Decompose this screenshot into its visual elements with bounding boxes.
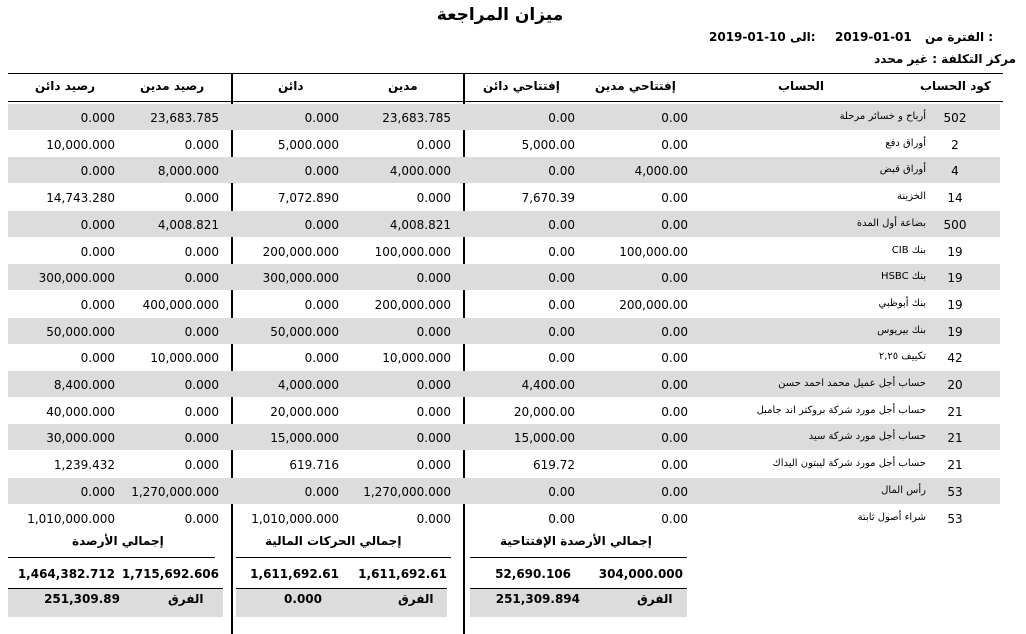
cell-code: 19 [947,244,963,259]
cell-open-debit: 0.00 [661,271,688,286]
cell-code: 14 [947,191,963,206]
cell-bal-credit: 0.000 [80,111,115,125]
cell-bal-debit: 23,683.785 [150,111,219,125]
cell-bal-debit: 0.000 [184,191,219,206]
movements-diff-value: 0.000 [284,592,322,606]
header-bottom-rule [8,101,1003,102]
movements-diff-label: الفرق [398,592,434,606]
cell-open-debit: 200,000.00 [619,297,688,312]
cell-open-debit: 0.00 [661,431,688,446]
cell-bal-credit: 0.000 [80,351,115,366]
cell-debit: 200,000.000 [374,297,451,312]
cell-bal-debit: 0.000 [184,324,219,339]
cell-credit: 0.000 [304,164,339,179]
cell-bal-debit: 4,008.821 [157,217,219,232]
cell-account: الخزينة [897,191,926,203]
period-to-label: الى: [790,30,816,44]
cell-code: 53 [947,511,963,526]
cell-credit: 50,000.000 [270,324,339,339]
cell-code: 4 [951,164,959,179]
cell-credit: 0.000 [304,297,339,312]
cell-debit: 0.000 [416,431,451,446]
cell-credit: 5,000.000 [277,137,339,152]
cell-bal-credit: 0.000 [80,297,115,312]
cell-open-debit: 4,000.00 [634,164,688,179]
cell-bal-credit: 0.000 [80,217,115,232]
cell-debit: 23,683.785 [382,111,451,125]
cell-account: تكييف ٢,٢٥ [878,351,926,363]
cell-bal-credit: 40,000.000 [46,404,115,419]
cell-account: HSBC بنك [881,271,926,283]
cell-bal-debit: 10,000.000 [150,351,219,366]
cell-open-credit: 7,670.39 [521,191,575,206]
row-shading [8,157,1000,183]
col-balance-debit: رصيد مدين [140,79,205,93]
cell-open-debit: 0.00 [661,484,688,499]
cell-bal-credit: 50,000.000 [46,324,115,339]
cell-debit: 0.000 [416,191,451,206]
cell-bal-credit: 300,000.000 [38,271,115,286]
cell-account: حساب أجل مورد شركة بروكتر اند جامبل [756,404,926,416]
opening-total-label: إجمالي الأرصدة الإفتتاحية [500,534,652,548]
cell-bal-debit: 0.000 [184,431,219,446]
cell-bal-credit: 14,743.280 [46,191,115,206]
period-label: الفترة من : [925,30,994,44]
cell-credit: 0.000 [304,217,339,232]
cell-code: 53 [947,484,963,499]
cell-open-debit: 0.00 [661,378,688,392]
cell-open-credit: 0.00 [548,217,575,232]
table-top-rule [8,73,1003,74]
movements-total-label: إجمالي الحركات المالية [265,534,402,548]
opening-total-rule [470,557,687,558]
cell-bal-debit: 8,000.000 [157,164,219,179]
cell-credit: 0.000 [304,111,339,125]
cell-account: أوراق دفع [885,137,926,149]
cell-open-credit: 0.00 [548,484,575,499]
cell-account: CIB بنك [891,244,926,256]
cell-code: 19 [947,324,963,339]
cell-open-credit: 619.72 [533,458,575,473]
col-balance-credit: رصيد دائن [35,79,96,93]
cell-bal-credit: 0.000 [80,484,115,499]
cell-bal-credit: 1,239.432 [53,458,115,473]
cell-open-debit: 0.00 [661,217,688,232]
cell-code: 19 [947,297,963,312]
cell-open-credit: 0.00 [548,351,575,366]
cell-code: 21 [947,458,963,473]
movements-total-credit: 1,611,692.61 [250,567,339,581]
cell-debit: 1,270,000.000 [363,484,451,499]
balances-total-debit: 1,715,692.606 [121,567,219,581]
cell-credit: 20,000.000 [270,404,339,419]
cell-bal-debit: 0.000 [184,511,219,526]
cell-open-credit: 15,000.00 [513,431,575,446]
row-shading [8,318,1000,344]
cell-open-credit: 0.00 [548,297,575,312]
col-code: كود الحساب [920,79,991,93]
cell-open-debit: 0.00 [661,404,688,419]
col-credit: دائن [278,79,304,93]
cell-bal-debit: 400,000.000 [142,297,219,312]
cell-code: 502 [943,111,967,125]
cell-account: حساب أجل مورد شركة ليبتون اليداك [772,458,926,470]
balances-diff-label: الفرق [168,592,204,606]
cell-credit: 300,000.000 [262,271,339,286]
cell-account: حساب أجل مورد شركة سيد [808,431,926,443]
report-title: ميزان المراجعة [436,5,564,25]
cell-open-debit: 100,000.00 [619,244,688,259]
cell-account: أرباح و خسائر مرحلة [839,111,926,122]
movements-total-debit: 1,611,692.61 [358,567,447,581]
cell-bal-debit: 0.000 [184,137,219,152]
cell-open-credit: 20,000.00 [513,404,575,419]
cell-code: 500 [943,217,967,232]
cell-code: 21 [947,431,963,446]
cell-bal-debit: 0.000 [184,458,219,473]
cell-open-credit: 4,400.00 [521,378,575,392]
cost-center: مركز التكلفة : غير محدد [874,52,1016,66]
cell-debit: 4,000.000 [389,164,451,179]
col-debit: مدين [388,79,418,93]
cell-open-credit: 0.00 [548,244,575,259]
cell-open-debit: 0.00 [661,111,688,125]
cell-bal-debit: 0.000 [184,271,219,286]
cell-open-debit: 0.00 [661,351,688,366]
cell-debit: 0.000 [416,511,451,526]
cell-bal-credit: 1,010,000.000 [27,511,115,526]
balances-diff-value: 251,309.89 [44,592,120,606]
cell-open-credit: 0.00 [548,271,575,286]
opening-diff-label: الفرق [637,592,673,606]
cell-bal-debit: 0.000 [184,378,219,392]
cell-bal-debit: 0.000 [184,244,219,259]
cell-credit: 7,072.890 [277,191,339,206]
cell-open-debit: 0.00 [661,458,688,473]
cell-code: 20 [947,378,963,392]
movements-total-rule [236,557,451,558]
cell-credit: 15,000.000 [270,431,339,446]
cell-bal-debit: 0.000 [184,404,219,419]
cell-credit: 0.000 [304,351,339,366]
cell-credit: 619.716 [289,458,339,473]
cell-bal-credit: 0.000 [80,164,115,179]
col-open-credit: إفتتاحي دائن [483,79,560,93]
opening-total-credit: 52,690.106 [495,567,571,581]
row-shading [8,211,1000,237]
cell-code: 2 [951,137,959,152]
cell-open-credit: 0.00 [548,164,575,179]
cell-open-debit: 0.00 [661,137,688,152]
cell-open-credit: 0.00 [548,511,575,526]
cell-debit: 0.000 [416,378,451,392]
cell-bal-credit: 10,000.000 [46,137,115,152]
cell-debit: 0.000 [416,271,451,286]
period-to: 2019-01-10 [709,30,786,44]
cell-bal-credit: 30,000.000 [46,431,115,446]
cell-open-debit: 0.00 [661,191,688,206]
col-account: الحساب [778,79,825,93]
cell-code: 21 [947,404,963,419]
cell-credit: 200,000.000 [262,244,339,259]
cell-credit: 1,010,000.000 [251,511,339,526]
cell-open-credit: 0.00 [548,324,575,339]
opening-total-debit: 304,000.000 [598,567,683,581]
cell-account: بنك أبوظبي [878,297,926,309]
cell-account: بنك بيريوس [877,324,926,336]
balances-total-credit: 1,464,382.712 [17,567,115,581]
cell-debit: 4,008.821 [389,217,451,232]
cell-credit: 4,000.000 [277,378,339,392]
cell-bal-credit: 8,400.000 [53,378,115,392]
balances-total-label: إجمالي الأرصدة [72,534,164,548]
cell-code: 42 [947,351,963,366]
period-from: 2019-01-01 [835,30,912,44]
cell-debit: 0.000 [416,137,451,152]
cell-code: 19 [947,271,963,286]
cell-account: شراء أصول ثابتة [857,511,926,523]
cell-account: بضاعة أول المدة [856,217,926,229]
cell-account: حساب أجل عميل محمد احمد حسن [778,378,926,389]
cell-debit: 100,000.000 [374,244,451,259]
cell-debit: 10,000.000 [382,351,451,366]
opening-diff-value: 251,309.894 [495,592,580,606]
cell-open-credit: 0.00 [548,111,575,125]
col-open-debit: إفتتاحي مدين [595,79,676,93]
cell-account: أوراق قبض [879,164,926,176]
row-shading [8,264,1000,290]
cell-open-credit: 5,000.00 [521,137,575,152]
cell-credit: 0.000 [304,484,339,499]
cell-bal-credit: 0.000 [80,244,115,259]
cell-debit: 0.000 [416,404,451,419]
cell-open-debit: 0.00 [661,324,688,339]
cell-debit: 0.000 [416,458,451,473]
cell-open-debit: 0.00 [661,511,688,526]
cell-debit: 0.000 [416,324,451,339]
cell-bal-debit: 1,270,000.000 [131,484,219,499]
balances-total-rule [8,557,215,558]
cell-account: رأس المال [881,484,926,496]
